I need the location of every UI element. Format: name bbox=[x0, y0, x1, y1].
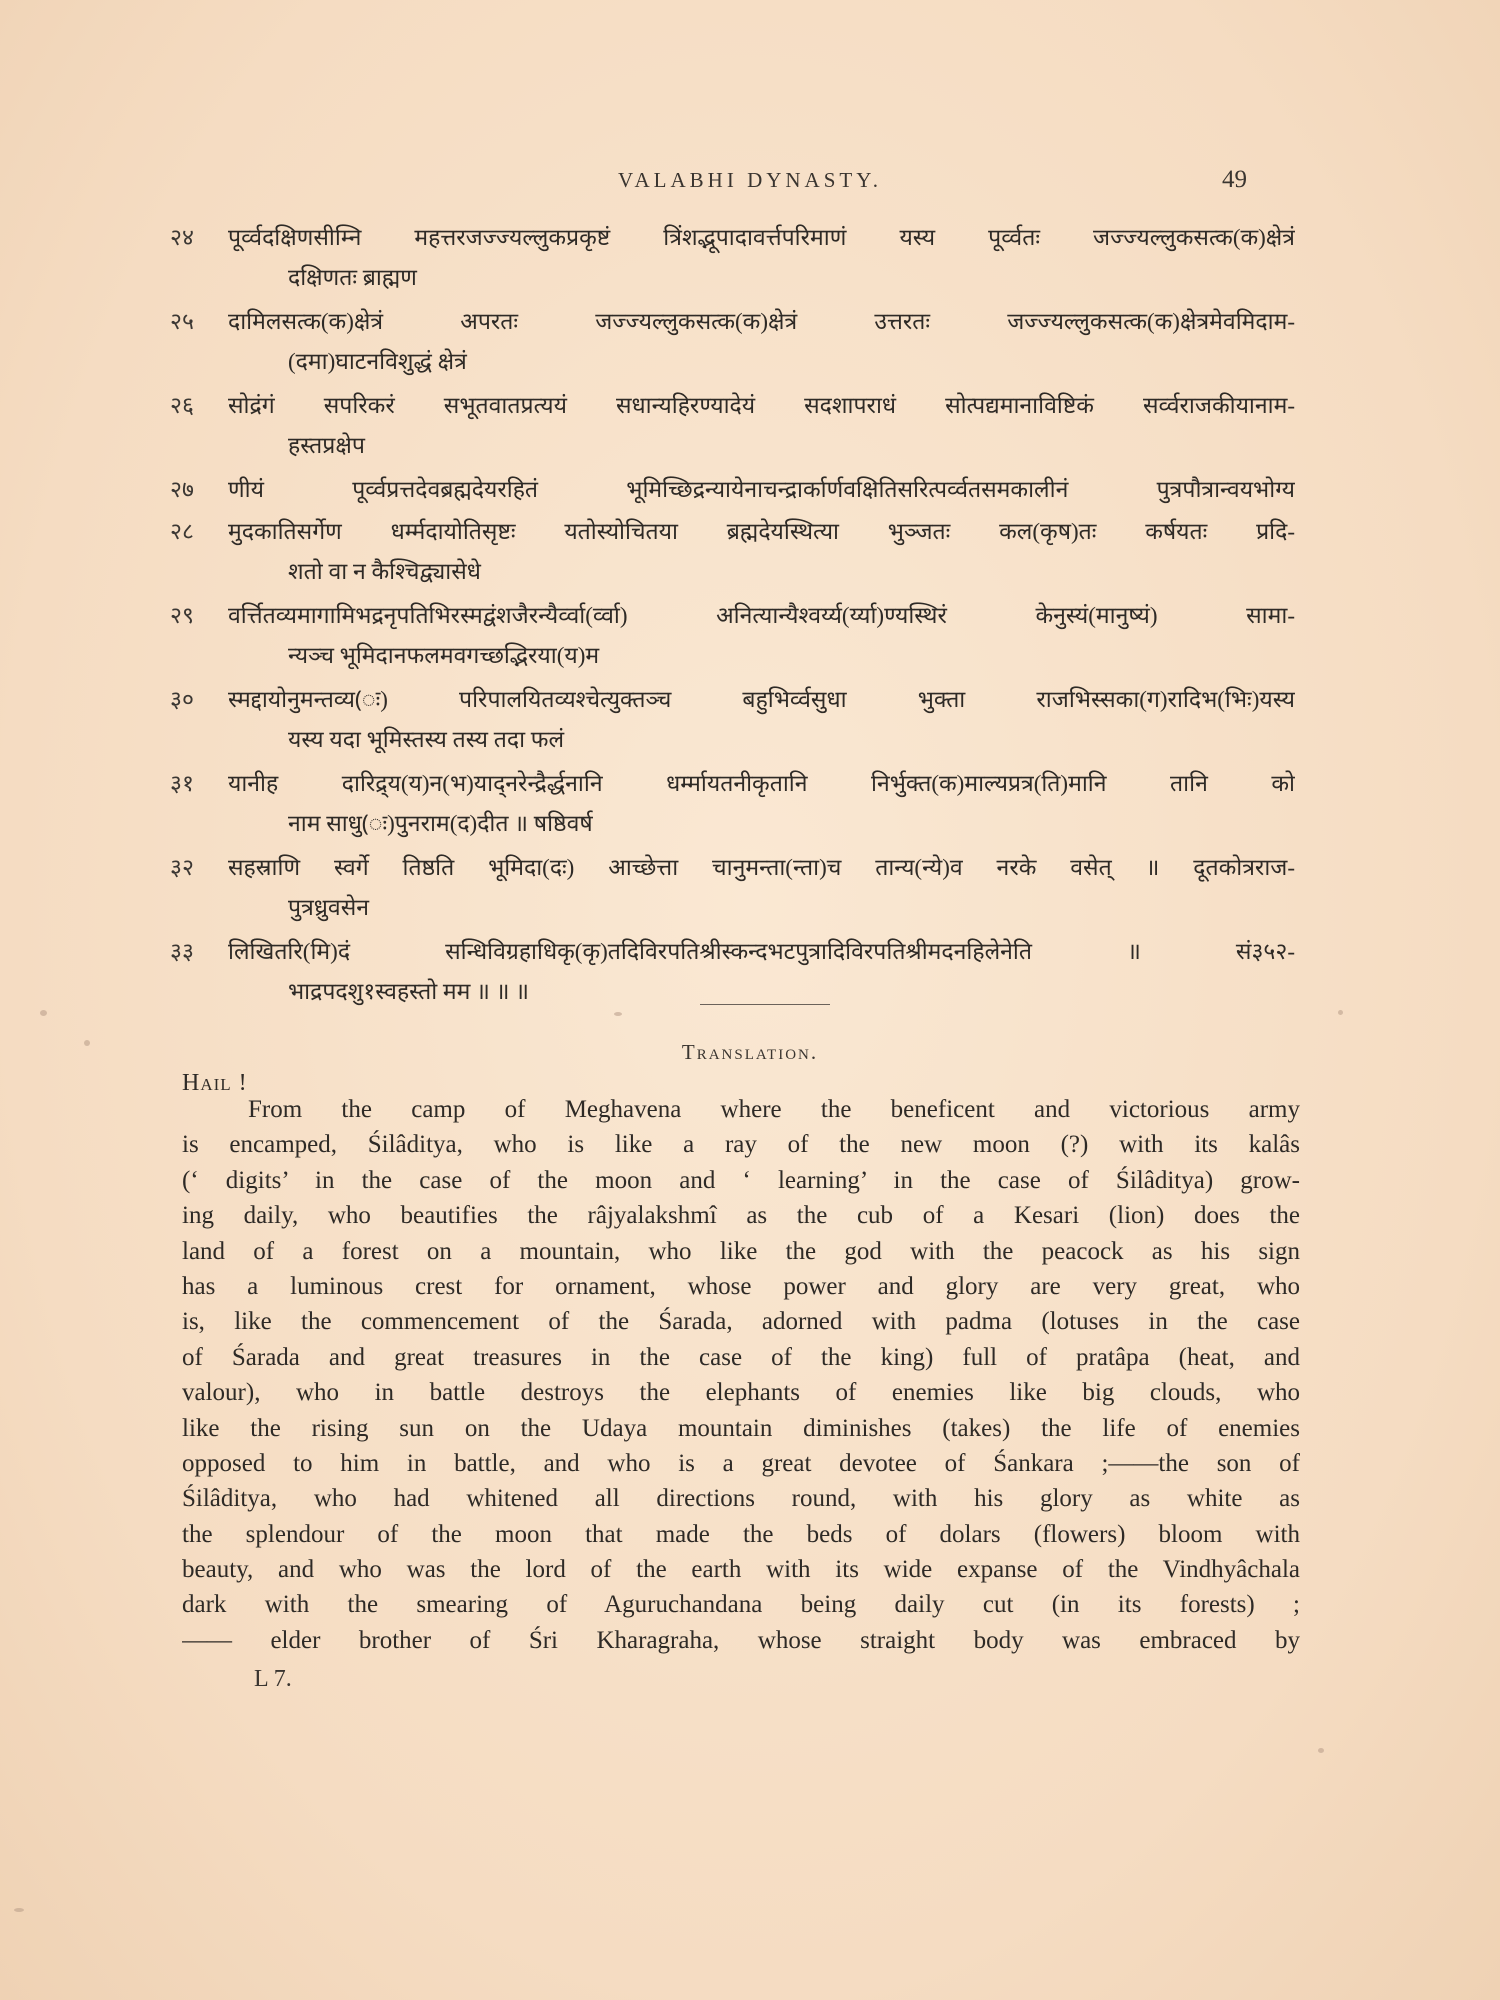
inscription-line-continuation: शतो वा न कैश्चिद्व्यासेधे bbox=[288, 559, 481, 584]
inscription-line bbox=[170, 302, 1295, 342]
inscription-line-number: ३२ bbox=[170, 855, 194, 880]
translation-line: opposed to him in battle, and who is a great devotee of Śankara ;——the son of bbox=[182, 1449, 1300, 1477]
translation-line: like the rising sun on the Udaya mountain diminishes (takes) the life of enemies bbox=[182, 1414, 1300, 1442]
hail-salutation: Hail ! bbox=[182, 1070, 248, 1096]
inscription-line-text: वर्त्तितव्यमागामिभद्रनृपतिभिरस्मद्वंशजैरन्यैर्व्वा(र्व्वा) अनित्यान्यैश्वर्य्य(र्य्या)ण्यस्थिरं केनुस्यं(मानुष्यं) सामा- bbox=[228, 603, 1295, 628]
inscription-line-text: स्मद्दायोनुमन्तव्य(ः) परिपालयितव्यश्चेत्युक्तञ्च बहुभिर्व्वसुधा भुक्ता राजभिस्सका(ग)रादिभ(भिः)यस्य bbox=[228, 687, 1295, 712]
section-divider bbox=[700, 1004, 830, 1005]
inscription-line-text: पूर्व्वदक्षिणसीम्नि महत्तरजज्ज्यल्लुकप्रकृष्टं त्रिंशद्भूपादावर्त्तपरिमाणं यस्य पूर्व्वतः जज्ज्यल्लुकसत्क(क)क्षेत्रं bbox=[228, 225, 1295, 250]
inscription-line-number: २४ bbox=[170, 225, 194, 250]
paper-speck bbox=[1318, 1748, 1324, 1753]
page-number: 49 bbox=[1222, 166, 1247, 193]
translation-line: From the camp of Meghavena where the beneficent and victorious army bbox=[248, 1096, 1300, 1123]
paper-speck bbox=[40, 1010, 47, 1016]
translation-line: dark with the smearing of Aguruchandana being daily cut (in its forests) ; bbox=[182, 1591, 1300, 1619]
paper-speck bbox=[614, 1012, 622, 1016]
paper-speck bbox=[84, 1040, 90, 1046]
inscription-line bbox=[170, 470, 1295, 510]
inscription-line bbox=[170, 680, 1295, 720]
inscription-line-continuation: यस्य यदा भूमिस्तस्य तस्य तदा फलं bbox=[288, 727, 565, 752]
sanskrit-inscription bbox=[170, 218, 1295, 1016]
inscription-line-text: सहस्राणि स्वर्गे तिष्ठति भूमिदा(दः) आच्छेत्ता चानुमन्ता(न्ता)च तान्य(न्ये)व नरके वसेत् ॥ दूतकोत्रराज- bbox=[228, 855, 1295, 880]
translation-line: —— elder brother of Śri Kharagraha, whose straight body was embraced by bbox=[182, 1626, 1300, 1654]
translation-line: land of a forest on a mountain, who like the god with the peacock as his sign bbox=[182, 1237, 1300, 1265]
translation-line: valour), who in battle destroys the elephants of enemies like big clouds, who bbox=[182, 1379, 1300, 1407]
translation-line: is, like the commencement of the Śarada, adorned with padma (lotuses in the case bbox=[182, 1308, 1300, 1336]
translation-heading: Translation. bbox=[681, 1040, 819, 1064]
inscription-line bbox=[170, 848, 1295, 888]
translation-line: Śilâditya, who had whitened all directions round, with his glory as white as bbox=[182, 1485, 1300, 1513]
inscription-line-text: यानीह दारिद्र्य(य)न(भ)याद्नरेन्द्रैर्द्धनानि धर्म्मायतनीकृतानि निर्भुक्त(क)माल्यप्रत्र(ति)मानि तानि को bbox=[228, 771, 1295, 796]
inscription-line-number: २५ bbox=[170, 309, 194, 334]
inscription-line-continuation: हस्तप्रक्षेप bbox=[288, 433, 365, 458]
inscription-line-continuation: भाद्रपदशु१स्वहस्तो मम ॥ ॥ ॥ bbox=[288, 979, 530, 1004]
inscription-line-text: णीयं पूर्व्वप्रत्तदेवब्रह्मदेयरहितं भूमिच्छिद्रन्यायेनाचन्द्रार्कार्णवक्षितिसरित्पर्व्वतसमकालीनं पुत्रपौत्रान्वयभोग्य bbox=[228, 477, 1295, 502]
inscription-line-number: २९ bbox=[170, 603, 194, 628]
inscription-line-continuation: नाम साधु(ः)पुनराम(द)दीत ॥ षष्ठिवर्ष bbox=[288, 811, 593, 836]
page-header bbox=[0, 168, 1500, 198]
inscription-line-text: लिखितरि(मि)दं सन्धिविग्रहाधिकृ(कृ)तदिविरपतिश्रीस्कन्दभटपुत्रादिविरपतिश्रीमदनहिलेनेति ॥ सं३५२- bbox=[228, 939, 1295, 964]
inscription-line-number: ३१ bbox=[170, 771, 194, 796]
inscription-line bbox=[170, 764, 1295, 804]
inscription-line-text: दामिलसत्क(क)क्षेत्रं अपरतः जज्ज्यल्लुकसत्क(क)क्षेत्रं उत्तरतः जज्ज्यल्लुकसत्क(क)क्षेत्रमेवमिदाम- bbox=[228, 309, 1295, 334]
paper-speck bbox=[1338, 1010, 1343, 1015]
inscription-line-number: २६ bbox=[170, 393, 194, 418]
inscription-line-text: मुदकातिसर्गेण धर्म्मदायोतिसृष्टः यतोस्योचितया ब्रह्मदेयस्थित्या भुञ्जतः कल(कृष)तः कर्षयतः प्रदि- bbox=[228, 519, 1295, 544]
translation-line: is encamped, Śilâditya, who is like a ray of the new moon (?) with its kalâs bbox=[182, 1131, 1300, 1159]
translation-line: (‘ digits’ in the case of the moon and ‘ learning’ in the case of Śilâditya) grow- bbox=[182, 1166, 1300, 1194]
translation-line: ing daily, who beautifies the râjyalakshmî as the cub of a Kesari (lion) does the bbox=[182, 1202, 1300, 1230]
translation-line: the splendour of the moon that made the beds of dolars (flowers) bloom with bbox=[182, 1520, 1300, 1548]
inscription-line bbox=[170, 386, 1295, 426]
inscription-line-number: ३० bbox=[170, 687, 194, 712]
inscription-line-continuation: पुत्रध्रुवसेन bbox=[288, 895, 370, 920]
translation-body bbox=[182, 1092, 1300, 1658]
paper-speck bbox=[14, 1908, 24, 1912]
inscription-line bbox=[170, 932, 1295, 972]
translation-line: beauty, and who was the lord of the earth with its wide expanse of the Vindhyâchala bbox=[182, 1556, 1300, 1584]
inscription-line bbox=[170, 512, 1295, 552]
translation-line: has a luminous crest for ornament, whose power and glory are very great, who bbox=[182, 1272, 1300, 1300]
inscription-line-text: सोद्रंगं सपरिकरं सभूतवातप्रत्ययं सधान्यहिरण्यादेयं सदशापराधं सोत्पद्यमानाविष्टिकं सर्व्वराजकीयानाम- bbox=[228, 393, 1295, 418]
inscription-line bbox=[170, 596, 1295, 636]
inscription-line-continuation: दक्षिणतः ब्राह्मण bbox=[288, 265, 417, 290]
inscription-line-number: २७ bbox=[170, 477, 194, 502]
inscription-line bbox=[170, 218, 1295, 258]
inscription-line-continuation: न्यञ्च भूमिदानफलमवगच्छद्भिरया(य)म bbox=[288, 643, 600, 668]
inscription-line-continuation: (दमा)घाटनविशुद्धं क्षेत्रं bbox=[288, 349, 467, 374]
running-head: VALABHI DYNASTY. bbox=[618, 168, 882, 192]
signature-mark: L 7. bbox=[254, 1666, 292, 1692]
translation-line: of Śarada and great treasures in the case of the king) full of pratâpa (heat, and bbox=[182, 1343, 1300, 1371]
inscription-line-number: ३३ bbox=[170, 939, 194, 964]
inscription-line-number: २८ bbox=[170, 519, 194, 544]
